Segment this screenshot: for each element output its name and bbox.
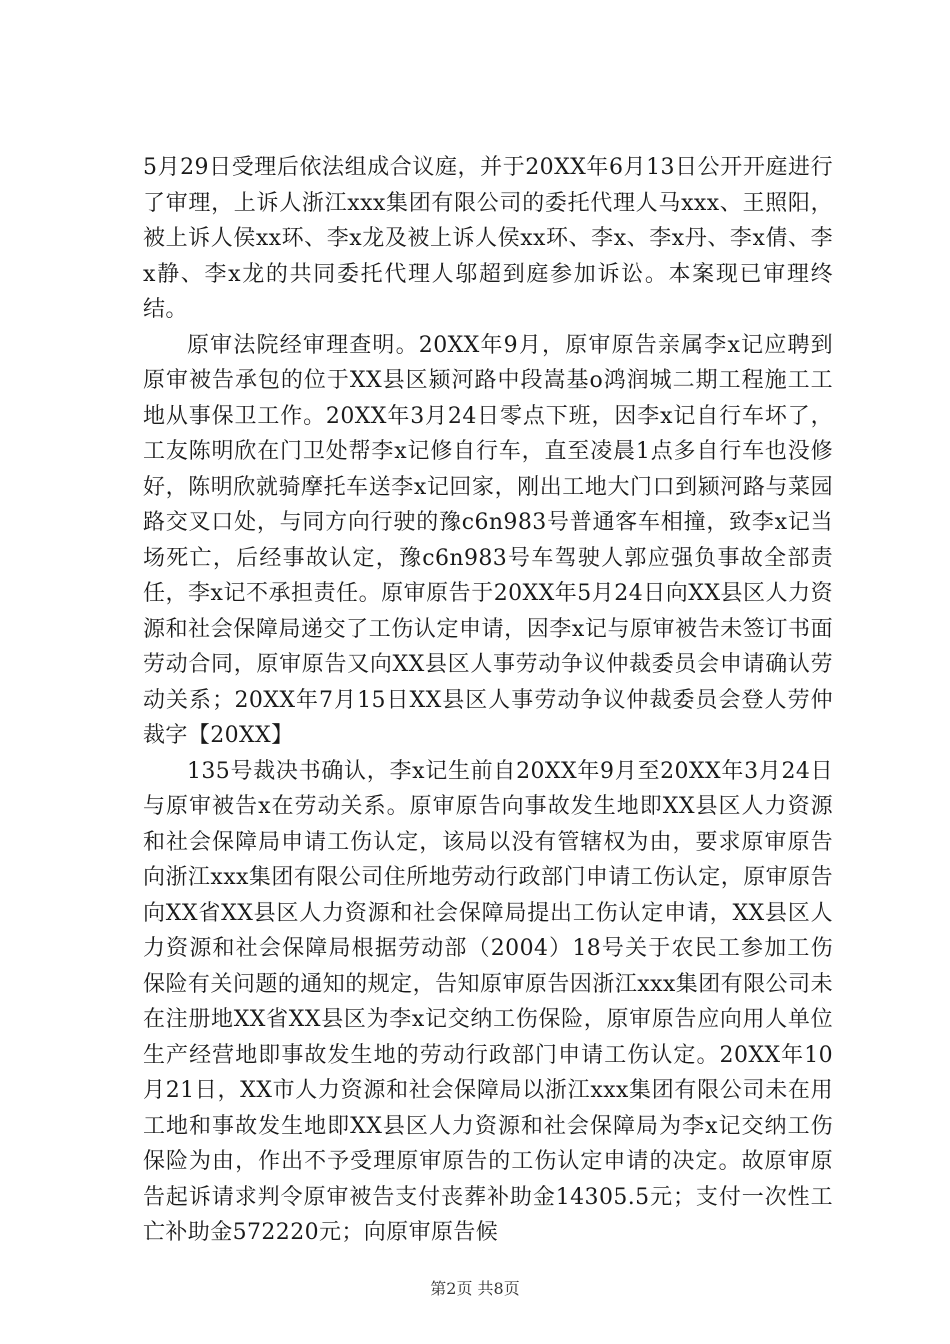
page-footer: 第2页 共8页 <box>430 1279 520 1298</box>
paragraph-2: 原审法院经审理查明。20XX年9月，原审原告亲属李x记应聘到原审被告承包的位于XX县区颍河路中段嵩基o鸿润城二期工程施工工地从事保卫工作。20XX年3月24日零点下班，因李x记自行车坏了，工友陈明欣在门卫处帮李x记修自行车，直至凌晨1点多自行车也没修好，陈明欣就骑摩托车送李x记回家，刚出工地大门口到颍河路与菜园路交叉口处，与同方向行驶的豫c6n983号普通客车相撞，致李x记当场死亡，后经事故认定，豫c6n983号车驾驶人郭应强负事故全部责任，李x记不承担责任。原审原告于20XX年5月24日向XX县区人力资源和社会保障局递交了工伤认定申请，因李x记与原审被告未签订书面劳动合同，原审原告又向XX县区人事劳动争议仲裁委员会申请确认劳动关系；20XX年7月15日XX县区人事劳动争议仲裁委员会登人劳仲裁字【20XX】 <box>143 332 833 748</box>
paragraph-1: 5月29日受理后依法组成合议庭，并于20XX年6月13日公开开庭进行了审理，上诉人浙江xxx集团有限公司的委托代理人马xxx、王照阳，被上诉人侯xx环、李x龙及被上诉人侯xx环、李x、李x丹、李x倩、李x静、李x龙的共同委托代理人邬超到庭参加诉讼。本案现已审理终结。 <box>143 155 833 322</box>
paragraph-3: 135号裁决书确认，李x记生前自20XX年9月至20XX年3月24日与原审被告x在劳动关系。原审原告向事故发生地即XX县区人力资源和社会保障局申请工伤认定，该局以没有管辖权为由，要求原审原告向浙江xxx集团有限公司住所地劳动行政部门申请工伤认定，原审原告向XX省XX县区人力资源和社会保障局提出工伤认定申请，XX县区人力资源和社会保障局根据劳动部（2004）18号关于农民工参加工伤保险有关问题的通知的规定，告知原审原告因浙江xxx集团有限公司未在注册地XX省XX县区为李x记交纳工伤保险，原审原告应向用人单位生产经营地即事故发生地的劳动行政部门申请工伤认定。20XX年10月21日，XX市人力资源和社会保障局以浙江xxx集团有限公司未在用工地和事故发生地即XX县区人力资源和社会保障局为李x记交纳工伤保险为由，作出不予受理原审原告的工伤认定申请的决定。故原审原告起诉请求判令原审被告支付丧葬补助金14305.5元；支付一次性工亡补助金572220元；向原审原告候 <box>143 758 833 1245</box>
document-body <box>143 150 833 1251</box>
